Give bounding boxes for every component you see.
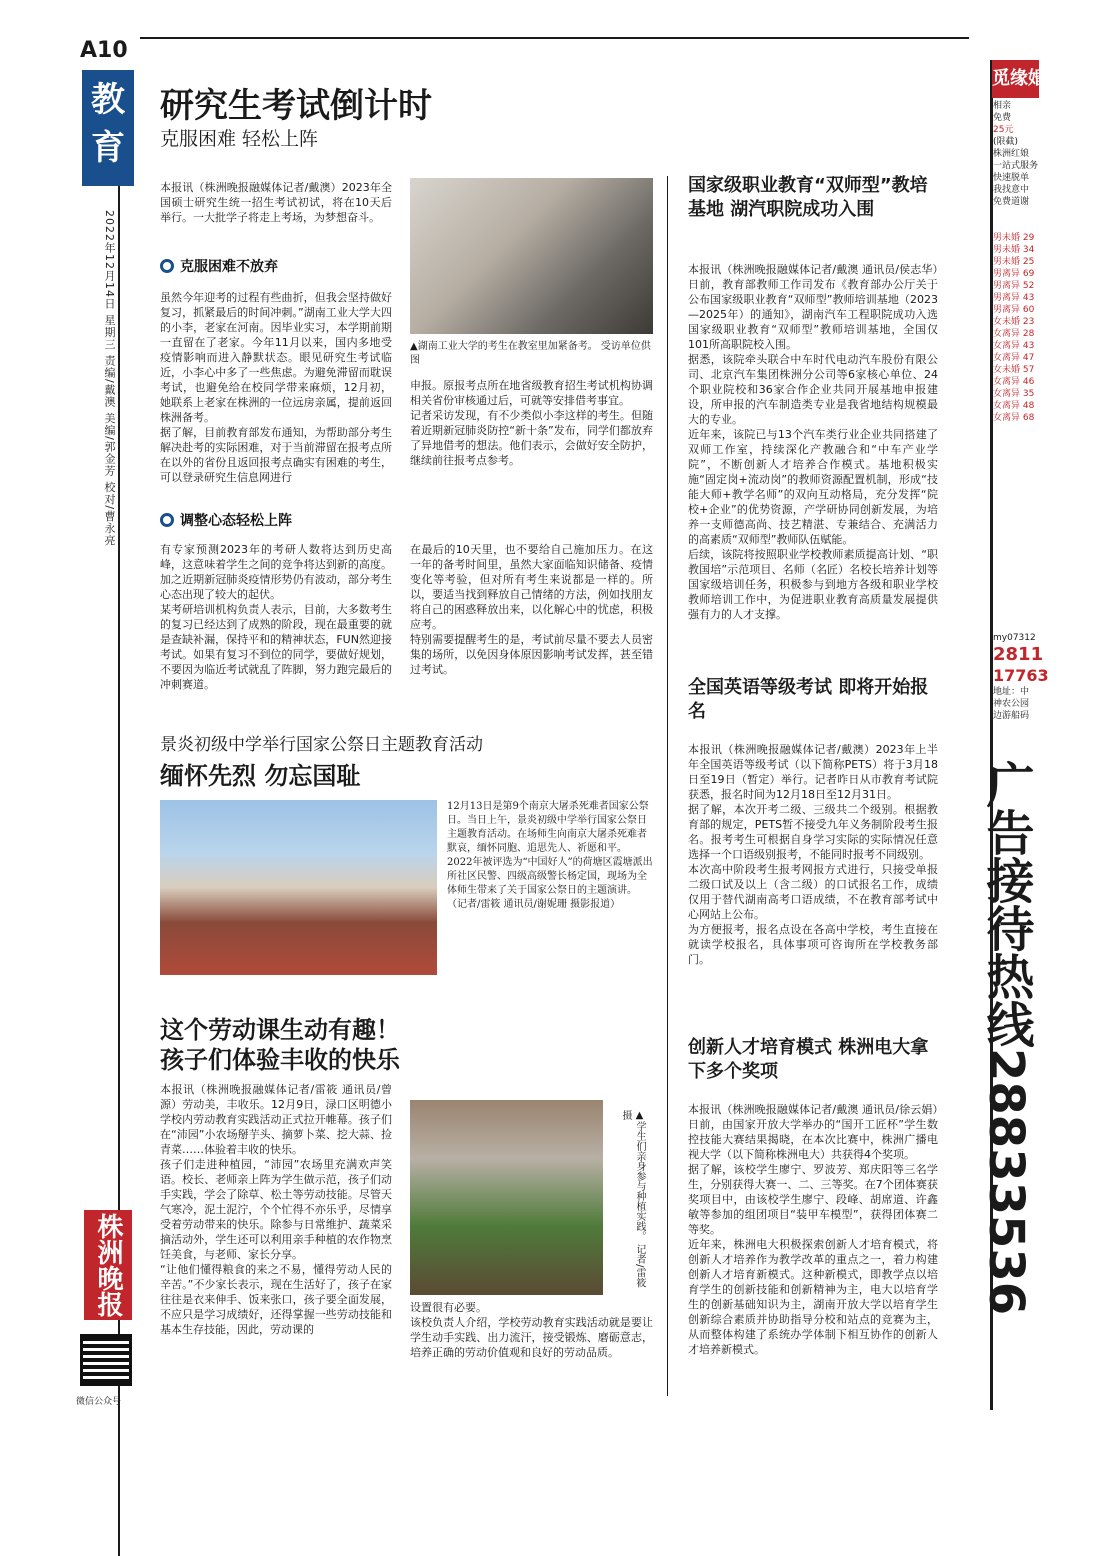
ad-listing: 女离异 68 <box>993 413 1035 423</box>
page-number: A10 <box>80 38 128 63</box>
para: 某考研培训机构负责人表示，目前，大多数考生的复习已经达到了成熟的阶段，现在最重要的就是查缺补漏，保持平和的精神状态，FUN然迎接考试。如果有复习不到位的同学，要做好规划，不要因为临近考试就乱了阵脚，努力跑完最后的冲刺赛道。 <box>160 603 392 691</box>
ad-line: 免费道谢 <box>993 197 1030 207</box>
para: 据了解，该校学生廖宁、罗波芳、郑庆阳等三名学生，分别获得大赛一、二、三等奖。在7个团体赛获奖项目中，由该校学生廖宁、段峰、胡席道、许鑫敏等参加的组团项目“装甲车模型”，获得团体赛二等奖。 <box>688 1163 938 1236</box>
para: 据了解，本次开考二级、三级共二个级别。根据教育部的规定，PETS暂不接受九年义务制阶段考生报名。报考考生可根据自身学习实际的实际情况任意选择一个口语级别报考，不能同时报考不同级别。 <box>688 803 938 861</box>
ad-hotline: 广告接待热线28833536 <box>978 760 1034 1316</box>
ad-line: (限截) <box>993 137 1019 147</box>
para: 本报讯（株洲晚报融媒体记者/戴澳 通讯员/侯志华）日前，教育部教师工作司发布《教育部办公厅关于公布国家级职业教育“双师型”教师培训基地（2023—2025年）的通知》，湖南汽车工程职院成功入选国家级职业教育“双师型”教师培训基地，全国仅101所高职院校入围。 <box>688 263 938 351</box>
section-label: 教育 <box>82 70 134 186</box>
ad-listing: 男未婚 34 <box>993 245 1035 255</box>
ad-line: 我找意中 <box>993 185 1030 195</box>
ad-listing: 女未婚 23 <box>993 317 1035 327</box>
ad-listing: 女离异 35 <box>993 389 1035 399</box>
para: 有专家预测2023年的考研人数将达到历史高峰，这意味着学生之间的竞争将达到新的高度。加之近期新冠肺炎疫情形势仍有波动，部分考生心态出现了较大的起伏。 <box>160 543 392 601</box>
column-divider <box>667 176 668 1396</box>
photo3-caption: ▲学生们亲身参与种植实践。 记者/雷筱 摄 <box>620 1110 645 1288</box>
ad-line: 25元 <box>993 125 1014 135</box>
para: 后续，该院将按照职业学校教师素质提高计划、“职教国培”示范项目、名师（名匠）名校长培养计划等国家级培训任务，积极参与到地方各级和职业学校教师培训工作中，为促进职业教育高质量发展提供强有力的人才支撑。 <box>688 548 938 621</box>
para: 孩子们走进种植园，“沛园”农场里充满欢声笑语。校长、老师亲上阵为学生做示范，孩子们动手实践，学会了除草、松土等劳动技能。尽管天气寒冷，泥土泥泞，个个忙得不亦乐乎，尽情享受着劳动带来的快乐。除参与日常维护、蔬菜采摘活动外，学生还可以利用亲手种植的农作物烹饪美食，与老师、家长分享。 <box>160 1158 392 1261</box>
para: 近年来，株洲电大积极探索创新人才培育模式，将创新人才培养作为教学改革的重点之一，着力构建创新人才培育新模式。这种新模式，即教学点以培育学生的创新技能和创新精神为主，电大以培育学生的创新基础知识为主，湖南开放大学以培育学生创新综合素质并协助指导分校和站点的竞赛为主，从而整体构建了系统办学体制下相互协作的创新人才培养新模式。 <box>688 1238 938 1356</box>
para: 设置很有必要。 <box>410 1301 487 1314</box>
newspaper-logo: 株洲晚报 <box>84 1210 132 1320</box>
ad-phone: 17763 <box>993 666 1049 685</box>
ad-listing: 女离异 43 <box>993 341 1035 351</box>
article1-col2 <box>410 378 653 468</box>
ad-listing: 女离异 47 <box>993 353 1035 363</box>
ad-listing: 女离异 28 <box>993 329 1035 339</box>
qr-code-icon <box>80 1334 132 1386</box>
right3-body <box>688 1102 938 1357</box>
article3-col2 <box>410 1300 653 1360</box>
bullet-circle-icon <box>160 259 174 273</box>
para: 本次高中阶段考生报考网报方式进行，只接受单报二级口试及以上（含二级）的口试报名工作，成绩仅用于替代湖南高考口语成绩，不在教育部考试中心网站上公布。 <box>688 863 938 921</box>
ad-line: 相亲 <box>993 101 1012 111</box>
ad-line: 免费 <box>993 113 1012 123</box>
article1-bullet1 <box>160 256 278 276</box>
headline-line2: 孩子们体验丰收的快乐 <box>160 1046 400 1074</box>
para: 2022年被评选为“中国好人”的荷塘区霞塘派出所社区民警、四级高级警长杨定国，现场为全体师生带来了关于国家公祭日的主题演讲。 <box>447 857 653 896</box>
ad-listing: 女未婚 57 <box>993 365 1035 375</box>
ad-line: 快速脱单 <box>993 173 1030 183</box>
para: “让他们懂得粮食的来之不易，懂得劳动人民的辛苦。”不少家长表示，现在生活好了，孩子在家往往是衣来伸手、饭来张口，孩子要全面发展，不应只是学习成绩好，还得掌握一些劳动技能和基本生存技能，因此，劳动课的 <box>160 1263 392 1336</box>
para: 据悉，该院牵头联合中车时代电动汽车股份有限公司、北京汽车集团株洲分公司等6家核心单位、24个职业院校和36家合作企业共同开展基地申报建设，所申报的汽车制造类专业是我省地结构规模最大的专业。 <box>688 353 938 426</box>
para: 本报讯（株洲晚报融媒体记者/戴澳 通讯员/徐云娟）日前，由国家开放大学举办的“国开工匠杯”学生数控技能大赛结果揭晓，在本次比赛中，株洲广播电视大学（以下简称株洲电大）共获得4个奖项。 <box>688 1103 938 1161</box>
para: 12月13日是第9个南京大屠杀死难者国家公祭日。当日上午，景炎初级中学举行国家公祭日主题教育活动。在场师生向南京大屠杀死难者默哀，缅怀同胞、追思先人、祈愿和平。 <box>447 801 649 854</box>
ad-listing: 男未婚 25 <box>993 257 1035 267</box>
para: 本报讯（株洲晚报融媒体记者/戴澳）2023年上半年全国英语等级考试（以下简称PETS）将于3月18日至19日（暂定）举行。记者昨日从市教育考试院获悉，报名时间为12月18日至12月31日。 <box>688 743 938 801</box>
article3-headline <box>160 1015 400 1075</box>
article2-headline: 缅怀先烈 勿忘国耻 <box>160 762 361 790</box>
qr-label: 微信公众号 <box>76 1397 122 1407</box>
ad-listing: 女离异 48 <box>993 401 1035 411</box>
right2-headline: 全国英语等级考试 即将开始报名 <box>688 677 929 722</box>
right3-headline: 创新人才培育模式 株洲电大拿下多个奖项 <box>688 1037 929 1082</box>
farming-photo <box>410 1100 603 1295</box>
ad-contact <box>993 632 1049 726</box>
article2-kicker: 景炎初级中学举行国家公祭日主题教育活动 <box>160 735 483 755</box>
ad-address: 地址：中 神农公园 边游船码 <box>993 687 1030 721</box>
article1-col4 <box>410 542 653 677</box>
ad-title: 觅缘婚介 神农 <box>992 60 1039 98</box>
article1-intro: 本报讯（株洲晚报融媒体记者/戴澳）2023年全国硕士研究生统一招生考试初试，将在10天后举行。一大批学子将走上考场，为梦想奋斗。 <box>160 181 392 224</box>
article1-col3 <box>160 542 392 692</box>
article2-text <box>447 800 653 912</box>
article3-col1 <box>160 1082 392 1337</box>
photo1-caption: ▲湖南工业大学的考生在教室里加紧备考。 受访单位供图 <box>410 341 651 366</box>
para: 据了解，目前教育部发布通知，为帮助部分考生解决赴考的实际困难，对于当前滞留在报考点所在以外的省份且返回报考点确实有困难的考生，可以登录研究生信息网进行 <box>160 426 392 484</box>
ad-listings <box>993 232 1039 424</box>
exam-photo <box>410 178 653 334</box>
article1-subhead: 克服困难 轻松上阵 <box>160 128 319 150</box>
para: 记者采访发现，有不少类似小李这样的考生。但随着近期新冠肺炎防控“新十条”发布，同学们都放弃了异地借考的想法。他们表示，会做好安全防护，继续前往报考点参考。 <box>410 409 653 467</box>
right1-headline: 国家级职业教育“双师型”教培基地 湖汽职院成功入围 <box>688 175 928 220</box>
right1-body <box>688 262 938 622</box>
header-rule <box>140 37 969 39</box>
article1-para1 <box>160 290 392 485</box>
ad-phone: 2811 <box>993 644 1044 665</box>
para: 虽然今年迎考的过程有些曲折，但我会坚持做好复习，抓紧最后的时间冲刺。”湖南工业大学大四的小李，老家在河南。因毕业实习，本学期前期一直留在了老家。今年11月以来，国内多地受疫情影响而进入静默状态。眼见研究生考试临近，小李心中多了一些焦虑。为避免滞留而耽误考试，也避免给在校同学带来麻烦，12月初，她联系上老家在株洲的一位远房亲属，提前返回株洲备考。 <box>160 291 392 424</box>
ad-listing: 男未婚 29 <box>993 233 1035 243</box>
date-line: 2022年12月14日 星期三 责编/戴澳 美编/郭金芳 校对/曹永亮 <box>103 210 116 547</box>
credit: （记者/雷筱 通讯员/谢妮珊 摄影报道） <box>447 899 621 910</box>
ad-listing: 男离异 60 <box>993 305 1035 315</box>
ad-listing: 男离异 43 <box>993 293 1035 303</box>
article1-headline: 研究生考试倒计时 <box>160 86 432 126</box>
bullet1-label: 克服困难不放弃 <box>180 259 278 275</box>
ad-wechat: my07312 <box>993 633 1036 643</box>
bullet2-label: 调整心态轻松上阵 <box>180 513 292 529</box>
para: 特别需要提醒考生的是，考试前尽量不要去人员密集的场所，以免因身体原因影响考试发挥，甚至错过考试。 <box>410 633 653 676</box>
para: 近年来，该院已与13个汽车类行业企业共同搭建了双师工作室，持续深化产教融合和“中车产业学院”，不断创新人才培养合作模式。基地积极实施“固定岗+流动岗”的教师资源配置机制，形成“技能大师+教学名师”的双向互动格局，充分发挥“院校+企业”的优势资源，产学研协同创新发展，为培养一支师德高尚、技艺精湛、专兼结合、充满活力的高素质“双师型”教师队伍赋能。 <box>688 428 938 546</box>
ad-listing: 女离异 46 <box>993 377 1035 387</box>
bullet-circle-icon <box>160 513 174 527</box>
para: 申报。原报考点所在地省级教育招生考试机构协调相关省份审核通过后，可就等安排借考事宜。 <box>410 379 653 407</box>
para: 在最后的10天里，也不要给自己施加压力。在这一年的备考时间里，虽然大家面临知识储备、疫情变化等考验，但对所有考生来说都是一样的。所以，要适当找到释放自己情绪的方法，例如找朋友将自己的困惑释放出来，以化解心中的忧虑，积极应考。 <box>410 543 653 631</box>
ad-listing: 男离异 69 <box>993 269 1035 279</box>
ad-line: 一站式服务 <box>993 161 1039 171</box>
ad-lines <box>993 100 1039 208</box>
ad-line: 株洲红娘 <box>993 149 1030 159</box>
ad-listing: 男离异 52 <box>993 281 1035 291</box>
headline-line1: 这个劳动课生动有趣！ <box>160 1016 400 1044</box>
para: 该校负责人介绍，学校劳动教育实践活动就是要让学生动手实践、出力流汗，接受锻炼、磨砺意志，培养正确的劳动价值观和良好的劳动品质。 <box>410 1316 653 1359</box>
article1-bullet2 <box>160 510 292 530</box>
ceremony-photo <box>160 800 437 975</box>
para: 本报讯（株洲晚报融媒体记者/雷筱 通讯员/曾源）劳动美，丰收乐。12月9日，渌口区明德小学校内劳动教育实践活动正式拉开帷幕。孩子们在“沛园”小农场掰芋头、摘萝卜菜、挖大蒜、捡青菜……体验着丰收的快乐。 <box>160 1083 392 1156</box>
right2-body <box>688 742 938 967</box>
para: 为方便报考，报名点设在各高中学校，考生直接在就读学校报名，具体事项可咨询所在学校教务部门。 <box>688 923 938 966</box>
